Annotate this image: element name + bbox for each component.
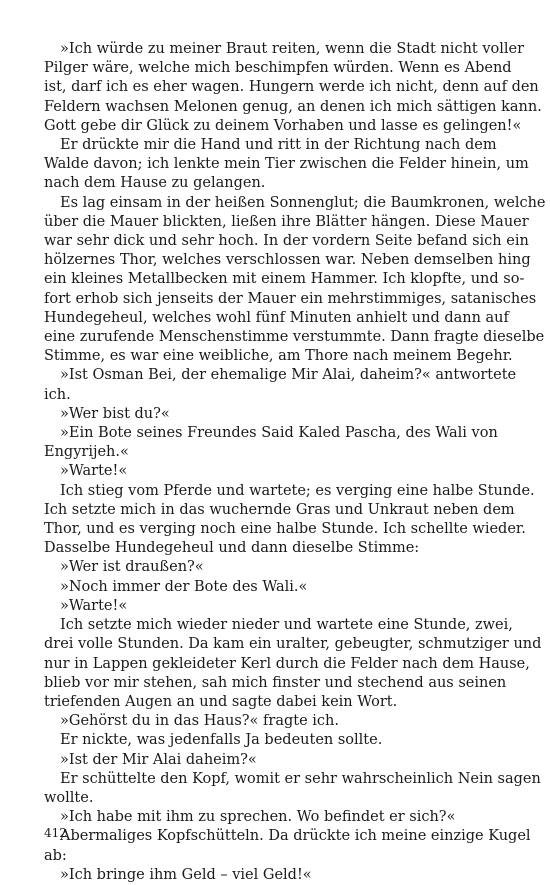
text-line: »Ich bringe ihm Geld – viel Geld!« — [60, 866, 312, 883]
text-line: Abermaliges Kopfschütteln. Da drückte ich meine einzige Kugel — [60, 828, 531, 845]
text-line: »Ein Bote seines Freundes Said Kaled Pascha, des Wali von — [60, 425, 498, 442]
text-line: drei volle Stunden. Da kam ein uralter, gebeugter, schmutziger und — [44, 636, 542, 653]
text-line: Er drückte mir die Hand und ritt in der Richtung nach dem — [60, 137, 497, 154]
text-line: ich. — [44, 386, 71, 403]
text-line: Es lag einsam in der heißen Sonnenglut; die Baumkronen, welche — [60, 194, 546, 211]
text-line: »Ich habe mit ihm zu sprechen. Wo befindet er sich?« — [60, 809, 456, 826]
text-line: Er schüttelte den Kopf, womit er sehr wahrscheinlich Nein sagen — [60, 770, 541, 787]
text-line: Walde davon; ich lenkte mein Tier zwischen die Felder hinein, um — [44, 156, 529, 173]
text-line: Stimme, es war eine weibliche, am Thore nach meinem Begehr. — [44, 348, 513, 365]
text-line: Thor, und es verging noch eine halbe Stunde. Ich schellte wieder. — [44, 521, 526, 538]
text-line: ist, darf ich es eher wagen. Hungern werde ich nicht, denn auf den — [44, 79, 539, 96]
text-line: »Warte!« — [60, 597, 128, 614]
text-line: »Gehörst du in das Haus?« fragte ich. — [60, 713, 339, 730]
text-line: Dasselbe Hundegeheul und dann dieselbe Stimme: — [44, 540, 420, 557]
page-number: 412 — [44, 826, 67, 840]
text-line: fort erhob sich jenseits der Mauer ein mehrstimmiges, satanisches — [44, 290, 537, 307]
text-line: wollte. — [44, 789, 94, 806]
text-line: Ich stieg vom Pferde und wartete; es verging eine halbe Stunde. — [60, 482, 535, 499]
text-line: »Ich würde zu meiner Braut reiten, wenn die Stadt nicht voller — [60, 41, 525, 57]
text-line: Ich setzte mich in das wuchernde Gras und Unkraut neben dem — [44, 501, 515, 518]
text-line: Feldern wachsen Melonen genug, an denen ich mich sättigen kann. — [44, 98, 542, 115]
text-line: »Noch immer der Bote des Wali.« — [60, 578, 308, 595]
text-line: Ich setzte mich wieder nieder und wartete eine Stunde, zwei, — [60, 617, 513, 634]
page-text — [44, 40, 546, 885]
text-line: über die Mauer blickten, ließen ihre Blätter hängen. Diese Mauer — [44, 213, 529, 230]
text-line: triefenden Augen an und sagte dabei kein Wort. — [44, 693, 398, 710]
text-line: hölzernes Thor, welches verschlossen war. Neben demselben hing — [44, 252, 531, 269]
text-line: Er nickte, was jedenfalls Ja bedeuten sollte. — [60, 732, 383, 749]
text-line: Gott gebe dir Glück zu deinem Vorhaben und lasse es gelingen!« — [44, 117, 522, 134]
text-line: »Ist der Mir Alai daheim?« — [60, 751, 257, 768]
text-line: blieb vor mir stehen, sah mich finster und stechend aus seinen — [44, 674, 507, 691]
text-line: war sehr dick und sehr hoch. In der vordern Seite befand sich ein — [44, 233, 529, 250]
text-line: Pilger wäre, welche mich beschimpfen würden. Wenn es Abend — [44, 60, 512, 77]
text-line: »Warte!« — [60, 463, 128, 480]
text-line: »Wer bist du?« — [60, 405, 170, 422]
text-line: »Ist Osman Bei, der ehemalige Mir Alai, daheim?« antwortete — [60, 367, 517, 384]
text-line: Engyrijeh.« — [44, 444, 129, 461]
text-line: nach dem Hause zu gelangen. — [44, 175, 266, 192]
text-line: nur in Lappen gekleideter Kerl durch die Felder nach dem Hause, — [44, 655, 530, 672]
text-line: »Wer ist draußen?« — [60, 559, 204, 576]
text-line: eine zurufende Menschenstimme verstummte. Dann fragte dieselbe — [44, 329, 545, 346]
text-line: Hundegeheul, welches wohl fünf Minuten anhielt und dann auf — [44, 309, 509, 326]
text-line: ab: — [44, 847, 67, 864]
text-line: ein kleines Metallbecken mit einem Hammer. Ich klopfte, und so- — [44, 271, 525, 288]
